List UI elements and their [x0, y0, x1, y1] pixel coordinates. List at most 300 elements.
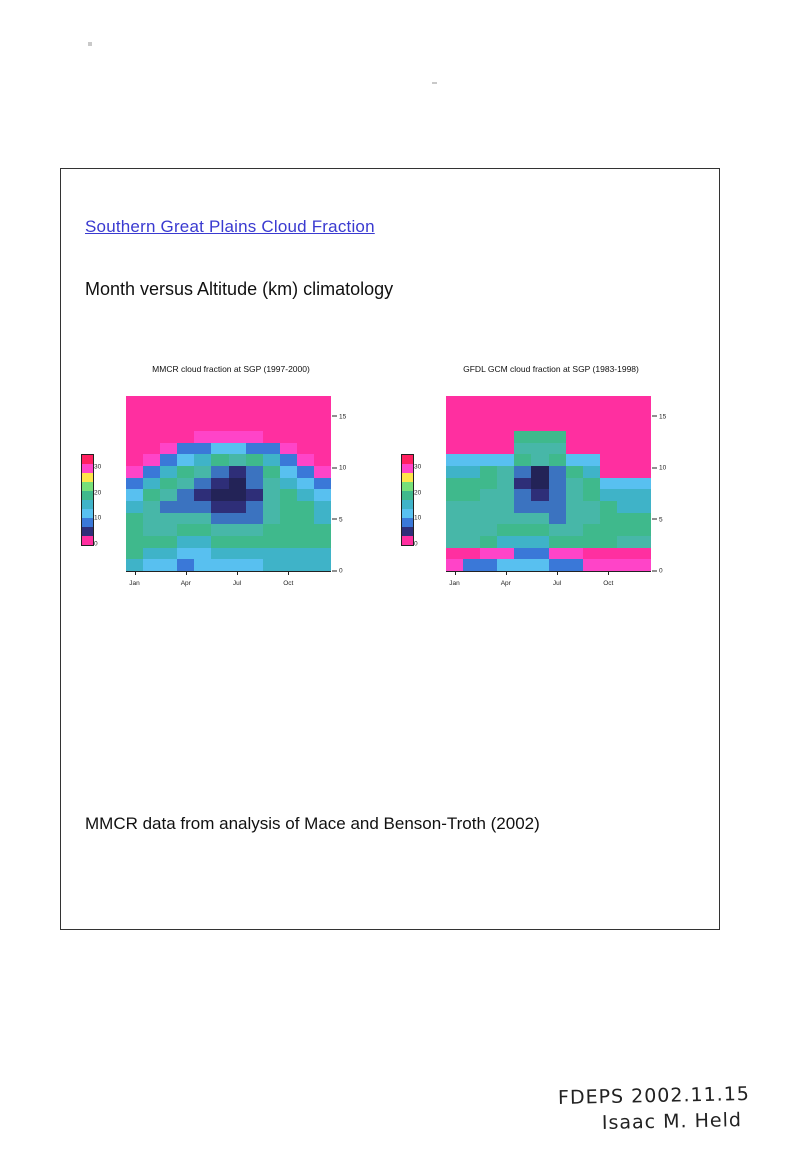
heatmap-cell: [566, 431, 583, 443]
heatmap-cell: [566, 466, 583, 478]
month-tick-label: Jul: [552, 580, 562, 587]
heatmap-cell: [246, 396, 263, 408]
heatmap-cell: [246, 513, 263, 525]
heatmap-cell: [126, 559, 143, 571]
heatmap-cell: [600, 396, 617, 408]
heatmap-cell: [634, 466, 651, 478]
heatmap-cell: [177, 431, 194, 443]
colorbar-segment: [402, 500, 413, 509]
month-tick-label: Oct: [283, 580, 294, 587]
heatmap-cell: [531, 548, 548, 560]
heatmap-cell: [497, 501, 514, 513]
heatmap-cell: [549, 443, 566, 455]
heatmap-cell: [194, 548, 211, 560]
heatmap-cell: [446, 419, 463, 431]
heatmap-cell: [263, 489, 280, 501]
heatmap-cell: [314, 524, 331, 536]
heatmap-cell: [583, 478, 600, 490]
plot-area-gfdl: [401, 396, 701, 596]
heatmap-cell: [143, 431, 160, 443]
heatmap-cell: [549, 419, 566, 431]
heatmap-cell: [246, 548, 263, 560]
colorbar-segment: [82, 482, 93, 491]
heatmap-cell: [446, 501, 463, 513]
heatmap-cell: [229, 443, 246, 455]
colorbar-segment: [402, 527, 413, 536]
heatmap-cell: [126, 408, 143, 420]
month-tick-mark: [557, 572, 558, 575]
heatmap-cell: [194, 431, 211, 443]
altitude-tick: 0: [332, 568, 343, 575]
heatmap-cell: [263, 408, 280, 420]
heatmap-cell: [280, 408, 297, 420]
heatmap-cell: [617, 489, 634, 501]
heatmap-cell: [177, 501, 194, 513]
altitude-tick: 5: [652, 516, 663, 523]
heatmap-cell: [280, 536, 297, 548]
colorbar-segment: [402, 491, 413, 500]
heatmap-cell: [314, 419, 331, 431]
heatmap-cell: [583, 454, 600, 466]
heatmap-cell: [211, 466, 228, 478]
heatmap-cell: [194, 489, 211, 501]
heatmap-cell: [497, 513, 514, 525]
heatmap-cell: [126, 443, 143, 455]
heatmap-cell: [600, 443, 617, 455]
heatmap-cell: [549, 489, 566, 501]
heatmap-cell: [514, 419, 531, 431]
heatmap-cell: [263, 443, 280, 455]
heatmap-cell: [211, 559, 228, 571]
heatmap-cell: [634, 396, 651, 408]
colorbar-segment: [82, 500, 93, 509]
altitude-tick: 15: [652, 413, 666, 420]
altitude-axis-gfdl: [652, 396, 692, 575]
heatmap-cell: [480, 501, 497, 513]
month-tick-mark: [237, 572, 238, 575]
heatmap-cell: [549, 501, 566, 513]
heatmap-cell: [160, 536, 177, 548]
colorbar-segment: [82, 509, 93, 518]
colorbar-gfdl: [401, 454, 414, 546]
heatmap-cell: [446, 443, 463, 455]
heatmap-cell: [480, 559, 497, 571]
heatmap-cell: [177, 524, 194, 536]
heatmap-cell: [263, 419, 280, 431]
heatmap-cell: [617, 419, 634, 431]
heatmap-cell: [263, 396, 280, 408]
heatmap-cell: [531, 559, 548, 571]
heatmap-cell: [263, 478, 280, 490]
heatmap-cell: [514, 559, 531, 571]
heatmap-cell: [143, 559, 160, 571]
heatmap-cell: [160, 431, 177, 443]
heatmap-cell: [314, 513, 331, 525]
month-tick-label: Jan: [129, 580, 140, 587]
heatmap-cell: [143, 489, 160, 501]
heatmap-cell: [583, 419, 600, 431]
heatmap-cell: [194, 559, 211, 571]
heatmap-cell: [480, 419, 497, 431]
heatmap-cell: [566, 489, 583, 501]
scan-speck: [88, 42, 92, 46]
heatmap-cell: [280, 431, 297, 443]
heatmap-cell: [280, 396, 297, 408]
heatmap-cell: [497, 478, 514, 490]
heatmap-cell: [617, 501, 634, 513]
heatmap-cell: [314, 478, 331, 490]
colorbar-segment: [402, 455, 413, 464]
heatmap-cell: [126, 431, 143, 443]
heatmap-cell: [126, 419, 143, 431]
heatmap-cell: [463, 408, 480, 420]
heatmap-cell: [211, 478, 228, 490]
plot-area-mmcr: [81, 396, 381, 596]
heatmap-cell: [280, 548, 297, 560]
heatmap-cell: [280, 419, 297, 431]
heatmap-cell: [446, 559, 463, 571]
month-tick-label: Apr: [500, 580, 511, 587]
heatmap-cell: [514, 548, 531, 560]
heatmap-cell: [514, 454, 531, 466]
heatmap-cell: [617, 396, 634, 408]
heatmap-cell: [634, 559, 651, 571]
heatmap-cell: [263, 548, 280, 560]
heatmap-cell: [446, 431, 463, 443]
heatmap-cell: [514, 431, 531, 443]
heatmap-cell: [634, 431, 651, 443]
heatmap-cell: [280, 443, 297, 455]
heatmap-cell: [617, 431, 634, 443]
month-axis-gfdl: [446, 571, 651, 594]
heatmap-cell: [246, 524, 263, 536]
heatmap-cell: [531, 536, 548, 548]
heatmap-cell: [566, 513, 583, 525]
colorbar-tick-label: 10: [414, 514, 422, 522]
heatmap-cell: [229, 559, 246, 571]
heatmap-cell: [583, 536, 600, 548]
heatmap-cell: [531, 478, 548, 490]
heatmap-cell: [177, 419, 194, 431]
heatmap-cell: [177, 466, 194, 478]
heatmap-cell: [634, 443, 651, 455]
heatmap-cell: [480, 466, 497, 478]
heatmap-cell: [497, 489, 514, 501]
chart-title-gfdl: GFDL GCM cloud fraction at SGP (1983-1998): [463, 364, 639, 374]
heatmap-cell: [514, 408, 531, 420]
heatmap-cell: [211, 408, 228, 420]
heatmap-cell: [566, 396, 583, 408]
heatmap-cell: [126, 466, 143, 478]
heatmap-cell: [143, 443, 160, 455]
heatmap-cell: [480, 454, 497, 466]
heatmap-cell: [463, 478, 480, 490]
heatmap-cell: [446, 396, 463, 408]
heatmap-cell: [143, 536, 160, 548]
heatmap-cell: [143, 478, 160, 490]
heatmap-cell: [446, 548, 463, 560]
heatmap-cell: [549, 524, 566, 536]
heatmap-cell: [514, 396, 531, 408]
heatmap-cell: [531, 501, 548, 513]
colorbar-tick-label: 30: [94, 463, 102, 471]
heatmap-cell: [280, 501, 297, 513]
heatmap-cell: [160, 559, 177, 571]
heatmap-cell: [229, 419, 246, 431]
heatmap-cell: [514, 466, 531, 478]
heatmap-cell: [194, 396, 211, 408]
heatmap-cell: [463, 489, 480, 501]
heatmap-cell: [177, 536, 194, 548]
heatmap-cell: [531, 396, 548, 408]
heatmap-cell: [600, 559, 617, 571]
heatmap-cell: [583, 489, 600, 501]
heatmap-cell: [634, 524, 651, 536]
heatmap-cell: [246, 466, 263, 478]
colorbar-segment: [82, 464, 93, 473]
heatmap-cell: [280, 454, 297, 466]
heatmap-cell: [480, 408, 497, 420]
heatmap-cell: [229, 548, 246, 560]
heatmap-cell: [497, 524, 514, 536]
heatmap-cell: [246, 536, 263, 548]
month-tick-mark: [506, 572, 507, 575]
heatmap-cell: [280, 466, 297, 478]
heatmap-cell: [514, 524, 531, 536]
colorbar-tick-label: 20: [414, 489, 422, 497]
heatmap-cell: [211, 524, 228, 536]
heatmap-cell: [463, 548, 480, 560]
heatmap-cell: [211, 489, 228, 501]
heatmap-cell: [177, 478, 194, 490]
heatmap-cell: [634, 408, 651, 420]
heatmap-cell: [514, 536, 531, 548]
heatmap-cell: [531, 443, 548, 455]
heatmap-cell: [143, 419, 160, 431]
heatmap-cell: [280, 478, 297, 490]
slide-subtitle: Month versus Altitude (km) climatology: [85, 279, 394, 299]
colorbar-segment: [82, 527, 93, 536]
heatmap-cell: [446, 408, 463, 420]
heatmap-cell: [314, 466, 331, 478]
heatmap-cell: [246, 443, 263, 455]
heatmap-cell: [194, 408, 211, 420]
heatmap-cell: [177, 396, 194, 408]
heatmap-cell: [566, 478, 583, 490]
heatmap-cell: [126, 501, 143, 513]
heatmap-cell: [634, 548, 651, 560]
heatmap-cell: [229, 524, 246, 536]
heatmap-cell: [549, 548, 566, 560]
heatmap-cell: [314, 489, 331, 501]
heatmap-cell: [600, 419, 617, 431]
heatmap-cell: [446, 454, 463, 466]
heatmap-cell: [194, 466, 211, 478]
altitude-tick: 0: [652, 568, 663, 575]
month-tick-label: Apr: [180, 580, 191, 587]
heatmap-cell: [297, 524, 314, 536]
heatmap-cell: [177, 408, 194, 420]
heatmap-cell: [480, 396, 497, 408]
heatmap-cell: [480, 524, 497, 536]
heatmap-cell: [549, 466, 566, 478]
heatmap-cell: [531, 419, 548, 431]
colorbar-segment: [402, 482, 413, 491]
heatmap-cell: [229, 466, 246, 478]
heatmap-cell: [229, 536, 246, 548]
heatmap-cell: [549, 408, 566, 420]
heatmap-cell: [566, 419, 583, 431]
heatmap-cell: [617, 513, 634, 525]
heatmap-cell: [566, 443, 583, 455]
heatmap-cell: [600, 524, 617, 536]
heatmap-cell: [263, 559, 280, 571]
heatmap-cell: [549, 513, 566, 525]
heatmap-cell: [211, 548, 228, 560]
heatmap-cell: [126, 548, 143, 560]
heatmap-cell: [143, 548, 160, 560]
colorbar-mmcr: [81, 454, 94, 546]
heatmap-cell: [297, 536, 314, 548]
heatmap-cell: [617, 466, 634, 478]
heatmap-cell: [531, 454, 548, 466]
heatmap-cell: [160, 489, 177, 501]
heatmap-cell: [566, 454, 583, 466]
heatmap-cell: [514, 501, 531, 513]
heatmap-cell: [314, 454, 331, 466]
heatmap-cell: [297, 408, 314, 420]
heatmap-cell: [600, 478, 617, 490]
heatmap-cell: [246, 408, 263, 420]
heatmap-cell: [531, 489, 548, 501]
heatmap-cell: [160, 454, 177, 466]
heatmap-cell: [583, 548, 600, 560]
heatmap-cell: [246, 478, 263, 490]
heatmap-cell: [617, 454, 634, 466]
colorbar-tick-label: 0: [94, 540, 98, 548]
heatmap-cell: [263, 454, 280, 466]
heatmap-cell: [297, 548, 314, 560]
heatmap-cell: [634, 536, 651, 548]
heatmap-cell: [583, 466, 600, 478]
heatmap-cell: [177, 548, 194, 560]
heatmap-cell: [600, 513, 617, 525]
heatmap-cell: [497, 396, 514, 408]
colorbar-segment: [82, 473, 93, 482]
heatmap-cell: [143, 501, 160, 513]
heatmap-cell: [194, 513, 211, 525]
altitude-tick: 5: [332, 516, 343, 523]
scan-speck: [432, 82, 437, 84]
heatmap-cell: [600, 466, 617, 478]
heatmap-cell: [194, 454, 211, 466]
heatmap-cell: [194, 501, 211, 513]
heatmap-cell: [531, 431, 548, 443]
heatmap-cell: [497, 443, 514, 455]
heatmap-cell: [211, 454, 228, 466]
heatmap-cell: [211, 419, 228, 431]
heatmap-cell: [126, 478, 143, 490]
altitude-tick: 10: [332, 465, 346, 472]
heatmap-cell: [246, 501, 263, 513]
heatmap-cell: [126, 489, 143, 501]
heatmap-cell: [177, 443, 194, 455]
heatmap-cell: [160, 396, 177, 408]
heatmap-cell: [297, 454, 314, 466]
heatmap-cell: [480, 478, 497, 490]
heatmap-cell: [314, 548, 331, 560]
heatmap-cell: [463, 536, 480, 548]
heatmap-cell: [634, 513, 651, 525]
heatmap-cell: [531, 466, 548, 478]
heatmap-cell: [177, 454, 194, 466]
heatmap-cell: [463, 431, 480, 443]
page-title: Southern Great Plains Cloud Fraction: [85, 217, 375, 236]
heatmap-cell: [566, 524, 583, 536]
heatmap-cell: [634, 419, 651, 431]
chart-title-mmcr: MMCR cloud fraction at SGP (1997-2000): [152, 364, 310, 374]
heatmap-cell: [600, 408, 617, 420]
heatmap-cell: [229, 396, 246, 408]
heatmap-cell: [566, 548, 583, 560]
heatmap-cell: [314, 431, 331, 443]
heatmap-cell: [634, 489, 651, 501]
heatmap-cell: [446, 489, 463, 501]
heatmap-cell: [229, 454, 246, 466]
heatmap-cell: [211, 536, 228, 548]
heatmap-cell: [280, 489, 297, 501]
heatmap-cell: [194, 524, 211, 536]
heatmap-cell: [463, 501, 480, 513]
heatmap-cell: [549, 396, 566, 408]
heatmap-cell: [280, 513, 297, 525]
annotation-line-2: Isaac M. Held: [601, 1109, 743, 1135]
slide-frame: [60, 168, 720, 930]
heatmap-cell: [177, 489, 194, 501]
heatmap-cell: [143, 408, 160, 420]
colorbar-segment: [402, 473, 413, 482]
heatmap-cell: [549, 431, 566, 443]
heatmap-cell: [497, 408, 514, 420]
heatmap-cell: [263, 431, 280, 443]
heatmap-cell: [617, 559, 634, 571]
month-tick-label: Oct: [603, 580, 614, 587]
heatmap-cell: [514, 443, 531, 455]
month-axis-mmcr: [126, 571, 331, 594]
heatmap-cell: [446, 536, 463, 548]
heatmap-cell: [566, 559, 583, 571]
heatmap-cell: [126, 454, 143, 466]
heatmap-cell: [583, 524, 600, 536]
heatmap-cell: [297, 501, 314, 513]
heatmap-cell: [211, 396, 228, 408]
heatmap-cell: [617, 408, 634, 420]
heatmap-cell: [229, 478, 246, 490]
heatmap-cell: [497, 419, 514, 431]
heatmap-cell: [160, 524, 177, 536]
heatmap-cell: [549, 478, 566, 490]
heatmap-cell: [634, 454, 651, 466]
colorbar-segment: [402, 464, 413, 473]
heatmap-cell: [583, 559, 600, 571]
heatmap-cell: [143, 466, 160, 478]
heatmap-cell: [583, 513, 600, 525]
heatmap-mmcr: [126, 396, 331, 571]
heatmap-cell: [600, 548, 617, 560]
heatmap-cell: [566, 536, 583, 548]
heatmap-cell: [480, 443, 497, 455]
heatmap-cell: [211, 431, 228, 443]
